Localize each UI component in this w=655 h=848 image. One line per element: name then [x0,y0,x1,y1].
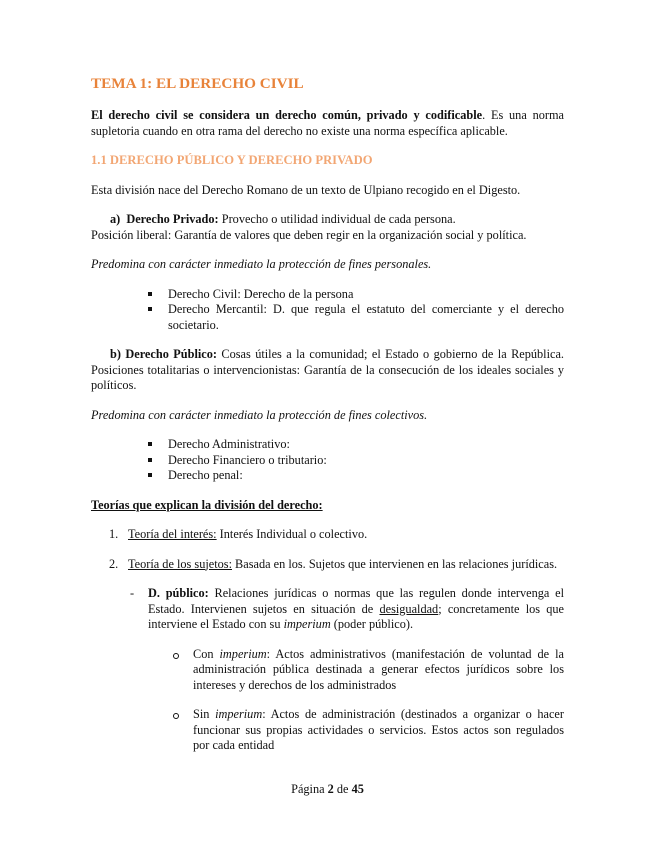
list-item: Derecho penal: [168,468,564,484]
publico-label: Derecho Público: [125,347,217,361]
teoria-interes [91,527,564,543]
footer-pre: Página [291,782,328,796]
d-publico-text2: ; concretamente los que interviene el Estado con su [148,601,565,631]
list-item: Derecho Civil: Derecho de la persona [168,287,564,303]
circle-bullet-icon [173,713,179,719]
sin-text: : Actos de administración (destinados a organizar o hacer funcionar sus propias actividades o servicios. Estos actos son regulados por cada entidad [193,707,564,752]
sin-imperium: imperium [215,707,263,721]
teorias-heading: Teorías que explican la división del derecho: [91,497,323,512]
teoria-sujetos-number: 2. [109,556,119,571]
privado-label: Derecho Privado: [126,212,219,226]
intro-bold: El derecho civil se considera un derecho común, privado y codificable [91,108,483,122]
footer-page: 2 [327,782,334,796]
page-footer [0,782,655,798]
d-publico-item [91,586,564,633]
teoria-interes-text: Interés Individual o colectivo. [216,527,368,541]
d-publico-label: D. público: [148,586,209,600]
privado-heading-line [110,212,564,228]
d-publico-underlined: desigualdad [379,601,439,616]
privado-line2: Posición liberal: Garantía de valores que deben regir en la organización social y política. [91,227,527,242]
sin-pre: Sin [193,707,216,721]
page-title: TEMA 1: EL DERECHO CIVIL [91,75,304,92]
teoria-interes-number: 1. [109,527,119,541]
d-publico-text3: (poder público). [330,617,414,631]
privado-list [91,287,564,334]
page-content [91,74,564,754]
teoria-sujetos-text: Basada en los. Sujetos que intervienen en las relaciones jurídicas. [231,556,558,571]
intro-paragraph [91,108,564,139]
d-publico-text1: Relaciones jurídicas o normas que las regulen donde intervenga el Estado. Intervienen sujetos en situación de [148,586,564,616]
list-item: Derecho Mercantil: D. que regula el estatuto del comerciante y el derecho societario. [168,302,564,332]
footer-mid: de [333,782,352,796]
section-intro: Esta división nace del Derecho Romano de un texto de Ulpiano recogido en el Digesto. [91,182,521,197]
publico-predomina: Predomina con carácter inmediato la protección de fines colectivos. [91,407,428,422]
teoria-sujetos-title: Teoría de los sujetos: [128,556,232,571]
intro-rest: . Es una norma supletoria cuando en otra rama del derecho no existe una norma específica aplicable. [91,108,564,138]
publico-text: Cosas útiles a la comunidad; el Estado o gobierno de la República. [216,347,564,361]
privado-text: Provecho o utilidad individual de cada persona. [218,212,456,226]
publico-marker: b) [110,347,121,361]
circle-bullet-icon [173,653,179,659]
con-text: : Actos administrativos (manifestación de voluntad de la administración pública destinada a generar efectos jurídicos sobre los intereses y derechos de los administrados [193,646,564,692]
privado-predomina: Predomina con carácter inmediato la protección de fines personales. [91,257,432,271]
list-item: Derecho Administrativo: [168,437,564,453]
sin-imperium-item [91,707,564,754]
list-item: Derecho Financiero o tributario: [168,453,564,469]
con-imperium-item [91,647,564,694]
teoria-sujetos [91,557,564,573]
section-heading: 1.1 DERECHO PÚBLICO Y DERECHO PRIVADO [91,153,373,167]
privado-block [91,212,564,228]
con-imperium: imperium [219,646,267,661]
d-publico-imperium: imperium [283,617,331,631]
dash-marker: - [130,586,135,600]
footer-total: 45 [351,782,364,796]
privado-marker: a) [110,212,121,226]
con-pre: Con [193,646,220,661]
publico-list [91,437,564,484]
publico-paragraph [91,347,564,394]
publico-line2: Posiciones totalitarias o intervencionistas: Garantía de la consecución de los ideales sociales y políticos. [91,362,564,392]
teoria-interes-title: Teoría del interés: [128,527,217,541]
